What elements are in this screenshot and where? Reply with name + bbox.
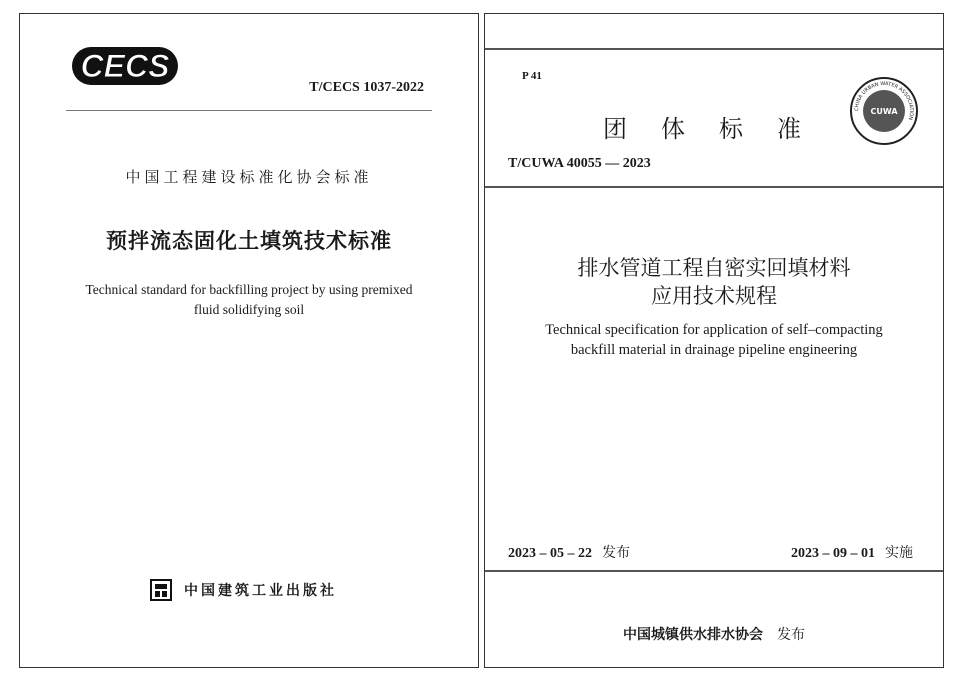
title-en	[505, 320, 923, 360]
divider	[485, 186, 943, 188]
title-en-line1: Technical specification for application of self–compacting	[545, 322, 883, 338]
title-cn-line2: 应用技术规程	[651, 284, 777, 308]
association-name: 中国工程建设标准化协会标准	[125, 168, 373, 186]
classification-code: P 41	[522, 70, 542, 82]
issue-label: 发布	[602, 545, 630, 561]
title-en-line1: Technical standard for backfilling project by using premixed	[85, 282, 413, 297]
title-cn	[485, 254, 943, 310]
implement-date	[791, 542, 913, 562]
cuwa-seal-icon	[849, 76, 919, 146]
cecs-logo-icon	[70, 41, 180, 91]
standard-type: 团体标准	[603, 115, 835, 143]
publisher-name: 中国建筑工业出版社	[184, 583, 337, 599]
title-en	[50, 280, 448, 320]
top-rule	[485, 48, 943, 50]
issue-date	[508, 542, 630, 562]
implement-date-value: 2023 – 09 – 01	[791, 546, 875, 561]
publisher-name: 中国城镇供水排水协会	[623, 627, 763, 643]
cecs-logo-text: CECS	[80, 48, 170, 84]
publisher	[150, 579, 370, 601]
standard-code: T/CECS 1037-2022	[309, 80, 424, 95]
publisher-label: 发布	[777, 627, 805, 643]
issue-date-value: 2023 – 05 – 22	[508, 546, 592, 561]
divider	[485, 570, 943, 572]
right-cover	[484, 13, 944, 668]
implement-label: 实施	[885, 545, 913, 561]
divider	[66, 110, 432, 111]
publisher-emblem-icon	[150, 579, 172, 601]
seal-ring-text: CHINA URBAN WATER ASSOCIATION	[853, 80, 915, 121]
standard-code: T/CUWA 40055 — 2023	[508, 156, 651, 171]
title-cn-line1: 排水管道工程自密实回填材料	[577, 256, 851, 280]
publisher	[485, 624, 943, 644]
title-en-line2: backfill material in drainage pipeline engineering	[570, 342, 858, 358]
title-cn: 预拌流态固化土填筑技术标准	[106, 229, 392, 253]
left-cover	[19, 13, 479, 668]
seal-text: CUWA	[870, 107, 898, 116]
title-en-line2: fluid solidifying soil	[193, 302, 305, 317]
